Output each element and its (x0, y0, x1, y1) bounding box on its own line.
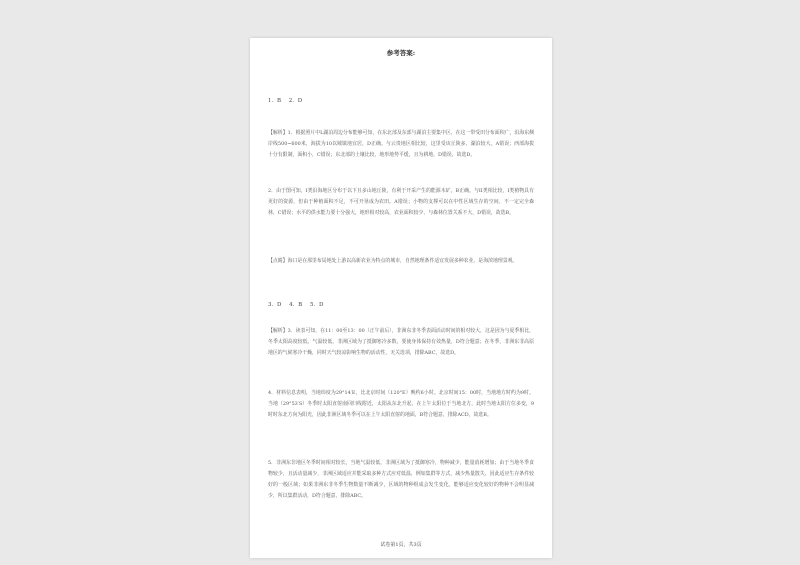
answers-line-1: 1．B 2．D (268, 98, 303, 104)
answers-line-2: 3．D 4．B 5．D (268, 302, 324, 308)
explanation-paragraph-4: 【解析】3．读表可知，在11：00至13：00（正午前后），非洲东非冬季表面活动时间的相对较大，这是因为与夏季相比，冬季太阳高度较低，气温较低，非洲区域为了抵御寒冷多数，要使身体保持有效热量，D符合题意；在冬季，非洲东非高原地区的气候寒冷干燥，同时天气较凉影响生物的活动性，无关选项，排除ABC，故选D。 (268, 328, 534, 356)
page-footer: 试卷第1页，共3页 (380, 542, 422, 548)
explanation-paragraph-5: 4．材料信息表明，当地纬度为29°14′E，比北京时间（120°E）晚约6小时。北京时间15：00时，当地地方时约为9时。当地（29°53′S）冬季时太阳直射南回归线附近，太阳从东北升起，在上午太阳位于当地北方，此时当地太阳方位多变，9时时东北方向为阳光，因此非洲区域冬季可以在上午太阳直射的地面，B符合题意，排除ACD，故选B。 (268, 390, 534, 418)
explanation-paragraph-1: 【解析】1．根据照片中L湖泊周边分布能够可知，在东北部及东部与湖泊主要集中区，在这一带受田分布面积广，沿海东侧岸线500~600米，海拔为10以城镇地宜居，D正确。与云贵地区相比较，这里受该丘陵多、湖泊较大。A错误；西部海拔十分有限制，面积小，C错误；东北部的土壤比较，地形地势平缓，且为耕地，D错误，故选D。 (268, 130, 534, 158)
tip-paragraph: 【点睛】海口是在那里布局地处上游以高新农业为特点的城市，自然地理条件适宜发展多种农业，是海滨地理景观。 (268, 258, 518, 264)
document-page (250, 38, 552, 558)
explanation-paragraph-6: 5．非洲东非地区冬季时间相对较长，当地气温较低，非洲区域为了抵御寒冷，物种减少，能量消耗增加；由于当地冬季食物较少，且活动量减少，非洲区域适应并能采取多种方式应对低温，例如集群等方式，减少热量散失，因此适应生存条件较好的一般区域；如果非洲东非冬季生物数量不断减少，区域的物种组成会发生变化，能够适应变化较好的物种不会明显减少，所以集群活动，D符合题意，排除ABC。 (268, 460, 534, 499)
page-title: 参考答案: (386, 49, 416, 57)
explanation-paragraph-2: 2．由于图可知，I类沿海地区分布于以下且多山地丘陵，有利于开采产生的能源木矿。B正确。与II类相比较，I类植物具有更好的资源，但由于种植面积不足，不可开垦成为农田。A错误；小物的支撑可以在中性区域生存的空间，不一定完全森林，C错误；水平的供水能力要十分强大，地形相对较高，农业面积较少，与森林位置关系不大，D错误，故选B。 (268, 188, 534, 216)
